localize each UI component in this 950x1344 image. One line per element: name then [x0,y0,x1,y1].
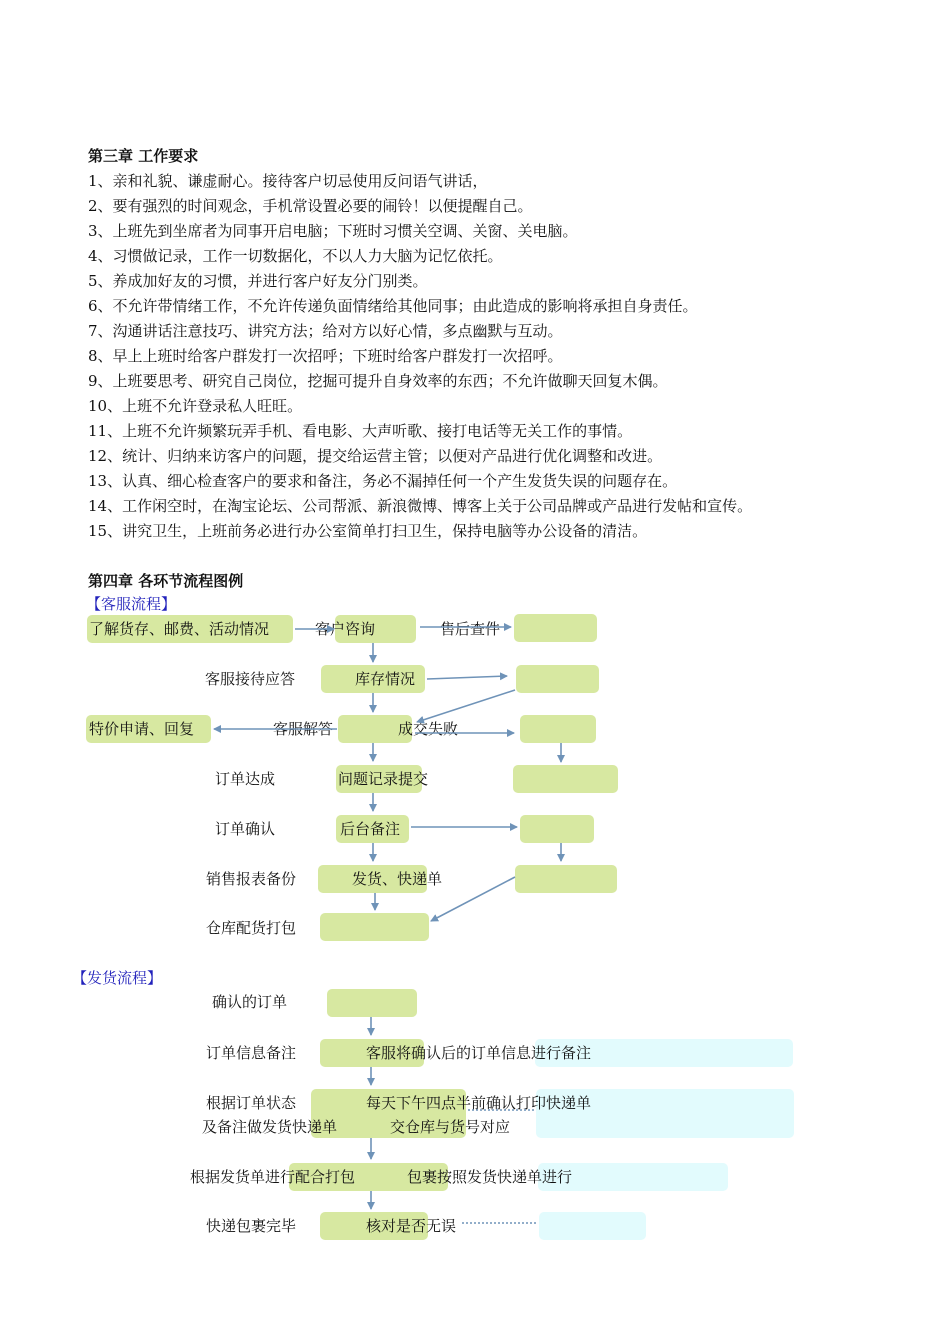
label-stock-status: 库存情况 [355,670,416,688]
label-customer-consult: 客户咨询 [315,620,376,638]
list-item: 11、上班不允许频繁玩弄手机、看电影、大声听歌、接打电话等无关工作的事情。 [88,422,633,440]
list-item: 1、亲和礼貌、谦虚耐心。接待客户切忌使用反问语气讲话， [88,172,488,190]
label-ship-express: 发货、快递单 [352,870,443,888]
arrow-diag1 [417,690,515,722]
list-item: 2、要有强烈的时间观念，手机常设置必要的闹铃！以便提醒自己。 [88,197,533,215]
label-order-reached: 订单达成 [215,770,276,788]
list-item: 8、早上上班时给客户群发打一次招呼；下班时给客户群发打一次招呼。 [88,347,563,365]
list-item: 3、上班先到坐席者为同事开启电脑；下班时习惯关空调、关窗、关电脑。 [88,222,578,240]
service-flow-title: 【客服流程】 [86,595,177,613]
list-item: 4、习惯做记录，工作一切数据化，不以人力大脑为记忆依托。 [88,247,503,265]
label-inventory-info: 了解货存、邮费、活动情况 [89,620,270,638]
list-item: 12、统计、归纳来访客户的问题，提交给运营主管；以便对产品进行优化调整和改进。 [88,447,663,465]
shipping-flow-title: 【发货流程】 [72,969,163,987]
label-note-desc: 客服将确认后的订单信息进行备注 [366,1044,592,1062]
label-by-status-2: 及备注做发货快递单 [202,1118,338,1136]
list-item: 10、上班不允许登录私人旺旺。 [88,397,303,415]
list-item: 15、讲究卫生，上班前务必进行办公室简单打扫卫生，保持电脑等办公设备的清洁。 [88,522,648,540]
list-item: 6、不允许带情绪工作，不允许传递负面情绪给其他同事；由此造成的影响将承担自身责任。 [88,297,698,315]
label-pack-desc: 包裹按照发货快递单进行 [407,1168,573,1186]
label-pack-by-list: 根据发货单进行配合打包 [190,1168,356,1186]
label-problem-record: 问题记录提交 [338,770,429,788]
label-backend-note: 后台备注 [340,820,401,838]
label-by-status-1: 根据订单状态 [206,1094,297,1112]
list-item: 13、认真、细心检查客户的要求和备注，务必不漏掉任何一个产生发货失误的问题存在。 [88,472,678,490]
label-order-note: 订单信息备注 [206,1044,297,1062]
label-check-desc: 核对是否无误 [366,1217,457,1235]
label-order-confirm: 订单确认 [215,820,276,838]
arrow-h3 [427,676,507,679]
list-item: 14、工作闲空时，在淘宝论坛、公司帮派、新浪微博、博客上关于公司品牌或产品进行发帖和宣传。 [88,497,753,515]
label-handover-desc: 交仓库与货号对应 [390,1118,511,1136]
label-print-desc: 每天下午四点半前确认打印快递单 [366,1094,592,1112]
label-sales-report: 销售报表备份 [206,870,297,888]
label-warehouse-pack: 仓库配货打包 [206,919,297,937]
label-reception: 客服接待应答 [205,670,296,688]
label-confirmed-order: 确认的订单 [212,993,288,1011]
list-item: 9、上班要思考、研究自己岗位，挖掘可提升自身效率的东西；不允许做聊天回复木偶。 [88,372,668,390]
label-express-done: 快递包裹完毕 [206,1217,297,1235]
chapter4-title: 第四章 各环节流程图例 [88,572,244,590]
chapter3-title: 第三章 工作要求 [88,147,199,165]
label-service-answer: 客服解答 [273,720,334,738]
label-deal-failed: 成交失败 [398,720,459,738]
list-item: 7、沟通讲话注意技巧、讲究方法；给对方以好心情，多点幽默与互动。 [88,322,563,340]
arrow-diag2 [431,877,515,921]
list-item: 5、养成加好友的习惯，并进行客户好友分门别类。 [88,272,428,290]
label-special-request: 特价申请、回复 [89,720,195,738]
label-after-sales: 售后查件 [440,620,501,638]
